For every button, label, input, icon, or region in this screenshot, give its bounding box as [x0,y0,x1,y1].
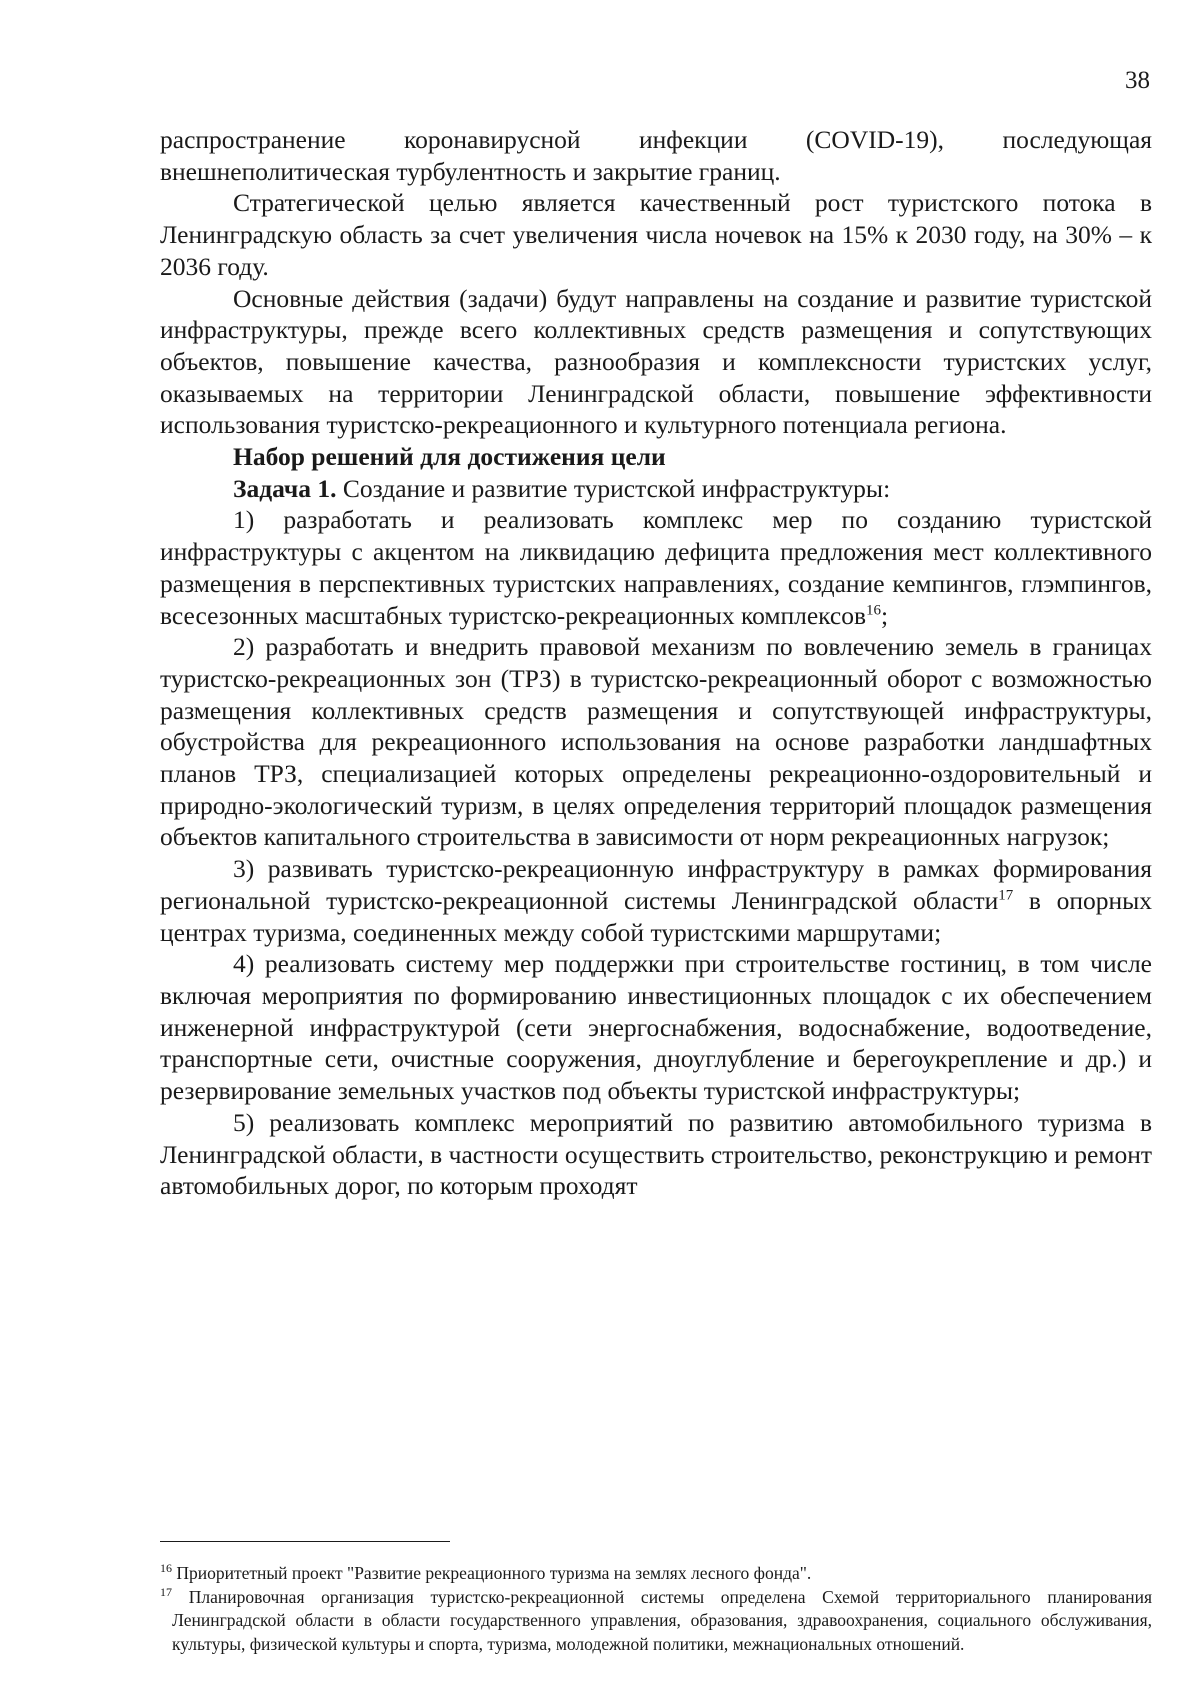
section-heading: Набор решений для достижения цели [233,442,666,472]
list-item-3-end: в опорных центрах туризма, соединенных между собой туристскими маршрутами; [160,885,1152,947]
footnote-16 [160,1562,1152,1586]
footnote-16-text: Приоритетный проект "Развитие рекреационного туризма на землях лесного фонда". [172,1563,812,1583]
list-item-2: 2) разработать и внедрить правовой механизм по вовлечению земель в границах туристско-рекреационных зон (ТРЗ) в туристско-рекреационный оборот с возможностью размещения коллективных средств размещения и сопутствующей инфраструктуры, обустройства для рекреационного использования на основе разработки ландшафтных планов ТРЗ, специализацией которых определены рекреационно-оздоровительный и природно-экологический туризм, в целях определения территорий площадок размещения объектов капитального строительства в зависимости от норм рекреационных нагрузок; [160,632,1152,852]
paragraph-main-actions: Основные действия (задачи) будут направлены на создание и развитие туристской инфраструктуры, прежде всего коллективных средств размещения и сопутствующих объектов, повышение качества, разнообразия и комплексности туристских услуг, оказываемых на территории Ленинградской области, повышение эффективности использования туристско-рекреационного и культурного потенциала региона. [160,283,1152,440]
task-1-text: Создание и развитие туристской инфраструктуры: [336,473,891,503]
paragraph-continuation: распространение коронавирусной инфекции (COVID-19), последующая внешнеполитическая турбулентность и закрытие границ. [160,125,1152,186]
footnotes [160,1562,1152,1656]
footnote-17-text: Планировочная организация туристско-рекреационной системы определена Схемой территориального планирования Ленинградской области в области государственного управления, образования, здравоохранения, социального обслуживания, культуры, физической культуры и спорта, туризма, молодежной политики, межнациональных отношений. [172,1586,1152,1654]
list-item-4: 4) реализовать систему мер поддержки при строительстве гостиниц, в том числе включая мероприятия по формированию инвестиционных площадок с их обеспечением инженерной инфраструктурой (сети энергоснабжения, водоснабжение, водоотведение, транспортные сети, очистные сооружения, дноуглубление и берегоукрепление и др.) и резервирование земельных участков под объекты туристской инфраструктуры; [160,949,1152,1106]
document-body [160,124,1152,1202]
list-item-5: 5) реализовать комплекс мероприятий по развитию автомобильного туризма в Ленинградской области, в частности осуществить строительство, реконструкцию и ремонт автомобильных дорог, по которым проходят [160,1107,1152,1201]
list-item-3-text: 3) развивать туристско-рекреационную инфраструктуру в рамках формирования региональной туристско-рекреационной системы Ленинградской области [160,854,1152,915]
task-1-label: Задача 1. [233,473,337,503]
list-item-1-text: 1) разработать и реализовать комплекс мер по созданию туристской инфраструктуры с акцентом на ликвидацию дефицита предложения мест коллективного размещения в перспективных туристских направлениях, создание кемпингов, глэмпингов, всесезонных масштабных туристско-рекреационных комплексов [160,505,1152,630]
paragraph-strategic-goal: Стратегической целью является качественный рост туристского потока в Ленинградскую область за счет увеличения числа ночевок на 15% к 2030 году, на 30% – к 2036 году. [160,188,1152,281]
list-item-3 [160,853,1152,948]
footnote-ref-17: 17 [998,887,1014,904]
footnote-separator [160,1541,450,1542]
page-number: 38 [1125,67,1150,94]
footnote-16-mark: 16 [160,1561,172,1576]
list-item-1-end: ; [881,600,889,630]
footnote-ref-16: 16 [866,602,882,619]
list-item-1 [160,504,1152,631]
footnote-17-mark: 17 [160,1584,172,1599]
footnote-17 [160,1586,1152,1657]
task-1-line [160,473,1152,505]
